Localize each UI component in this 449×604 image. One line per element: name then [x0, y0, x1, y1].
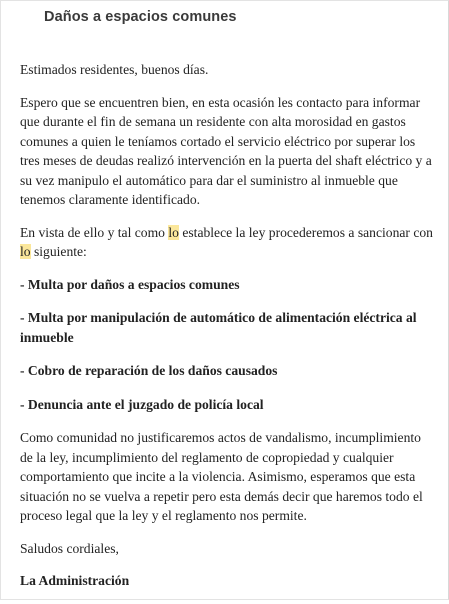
measure-item: - Multa por daños a espacios comunes: [20, 276, 240, 292]
sanction-text-part2: establece la ley procederemos a sancionar con: [178, 224, 433, 240]
measure-item: - Cobro de reparación de los daños causados: [20, 363, 278, 378]
measure-item: - Multa por manipulación de automático de alimentación eléctrica al inmueble: [20, 310, 417, 345]
sanction-text-part1: En vista de ello y tal como: [20, 224, 169, 240]
measure-item: - Denuncia ante el juzgado de policía local: [20, 396, 264, 412]
search-highlight: lo: [20, 244, 31, 259]
email-body: [20, 60, 436, 604]
greeting-paragraph: Estimados residentes, buenos días.: [20, 62, 209, 77]
signature: La Administración: [20, 573, 130, 588]
email-subject: Daños a espacios comunes: [44, 9, 237, 25]
sanction-text-part3: siguiente:: [30, 244, 87, 259]
closing-paragraph: Como comunidad no justificaremos actos de vandalismo, incumplimiento de la ley, incumplimiento del reglamento de copropiedad y cualquier comportamiento que incite a la violencia. Asimismo, esperamos que esta situación no se vuelva a repetir pero esta demás decir que haremos todo el proceso legal que la ley y el reglamento nos permite.: [20, 430, 423, 523]
intro-paragraph: Espero que se encuentren bien, en esta ocasión les contacto para informar que durante el fin de semana un residente con alta morosidad en gastos comunes a quien le teníamos cortado el servicio eléctrico por superar los tres meses de deudas realizó intervención en la puerta del shaft eléctrico y a su vez manipulo el automático para dar el suministro al inmueble que tenemos claramente identificado.: [20, 94, 432, 207]
search-highlight: lo: [168, 224, 179, 240]
sanction-paragraph: [20, 223, 436, 262]
salutation: Saludos cordiales,: [20, 540, 119, 556]
